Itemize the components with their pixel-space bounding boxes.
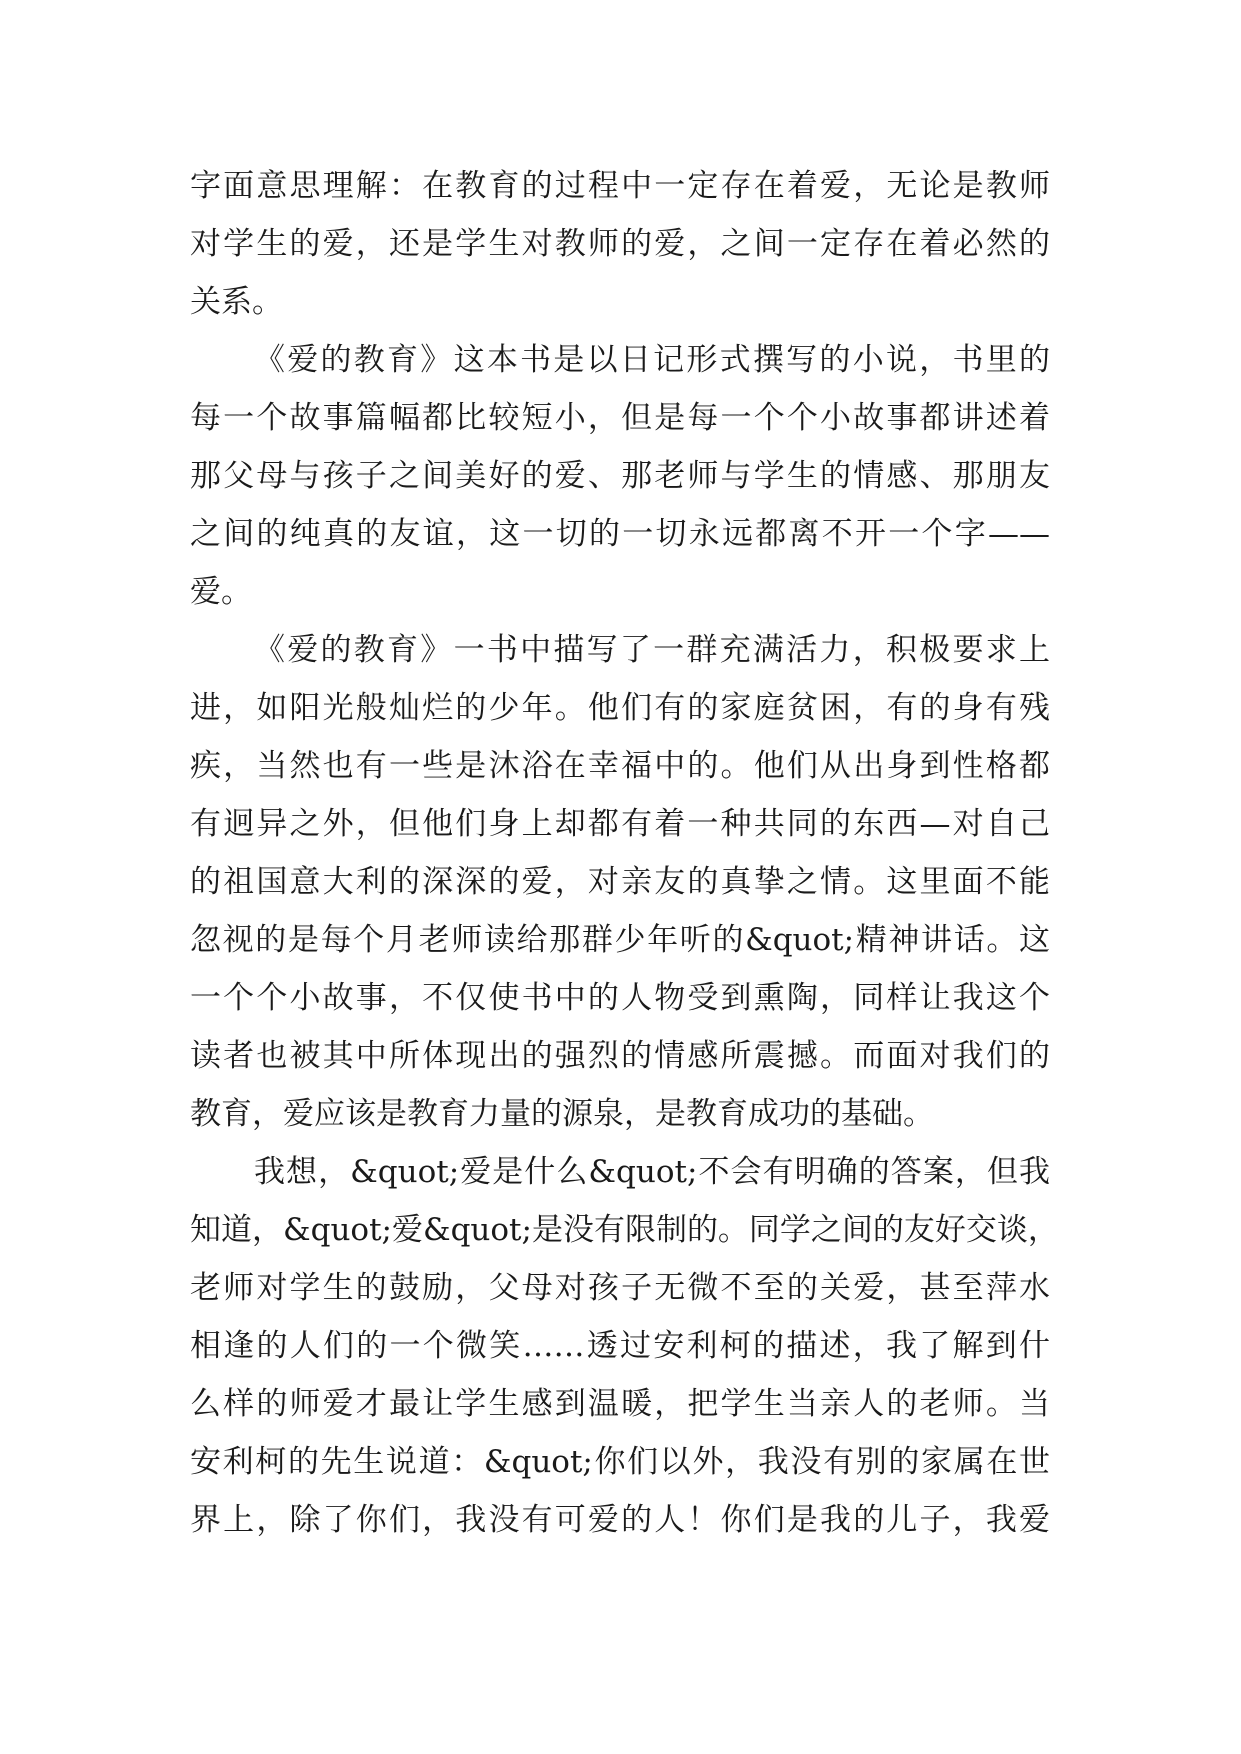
text-line: 关系。 (190, 284, 283, 320)
text-line: 知道，&quot;爱&quot;是没有限制的。同学之间的友好交谈， (190, 1212, 1059, 1248)
text-line: 《爱的教育》一书中描写了一群充满活力，积极要求上 (254, 632, 1050, 668)
body-text (190, 157, 1059, 1549)
text-line: 每一个故事篇幅都比较短小，但是每一个个小故事都讲述着 (190, 400, 1050, 436)
text-line: 疾，当然也有一些是沐浴在幸福中的。他们从出身到性格都 (190, 748, 1050, 784)
text-line: 安利柯的先生说道：&quot;你们以外，我没有别的家属在世 (190, 1444, 1050, 1480)
text-line: 爱。 (190, 574, 252, 610)
text-line: 一个个小故事，不仅使书中的人物受到熏陶，同样让我这个 (190, 980, 1050, 1016)
paragraph-3 (190, 621, 1050, 1143)
text-line: 对学生的爱，还是学生对教师的爱，之间一定存在着必然的 (190, 226, 1050, 262)
paragraph-4 (190, 1143, 1059, 1549)
text-line: 相逢的人们的一个微笑……透过安利柯的描述，我了解到什 (190, 1328, 1050, 1364)
text-line: 教育，爱应该是教育力量的源泉，是教育成功的基础。 (190, 1096, 934, 1132)
text-line: 有迥异之外，但他们身上却都有着一种共同的东西—对自己 (190, 806, 1050, 842)
text-line: 之间的纯真的友谊，这一切的一切永远都离不开一个字—— (190, 516, 1050, 552)
text-line: 进，如阳光般灿烂的少年。他们有的家庭贫困，有的身有残 (190, 690, 1050, 726)
text-line: 老师对学生的鼓励，父母对孩子无微不至的关爱，甚至萍水 (190, 1270, 1050, 1306)
paragraph-1 (190, 157, 1050, 331)
text-line: 忽视的是每个月老师读给那群少年听的&quot;精神讲话。这 (190, 922, 1050, 958)
text-line: 我想，&quot;爱是什么&quot;不会有明确的答案，但我 (254, 1154, 1050, 1190)
text-line: 界上，除了你们，我没有可爱的人！你们是我的儿子，我爱 (190, 1502, 1050, 1538)
text-line: 读者也被其中所体现出的强烈的情感所震撼。而面对我们的 (190, 1038, 1050, 1074)
paragraph-2 (190, 331, 1050, 621)
text-line: 么样的师爱才最让学生感到温暖，把学生当亲人的老师。当 (190, 1386, 1050, 1422)
text-line: 字面意思理解：在教育的过程中一定存在着爱，无论是教师 (190, 168, 1050, 204)
text-line: 的祖国意大利的深深的爱，对亲友的真挚之情。这里面不能 (190, 864, 1050, 900)
text-line: 《爱的教育》这本书是以日记形式撰写的小说，书里的 (254, 342, 1050, 378)
text-line: 那父母与孩子之间美好的爱、那老师与学生的情感、那朋友 (190, 458, 1050, 494)
